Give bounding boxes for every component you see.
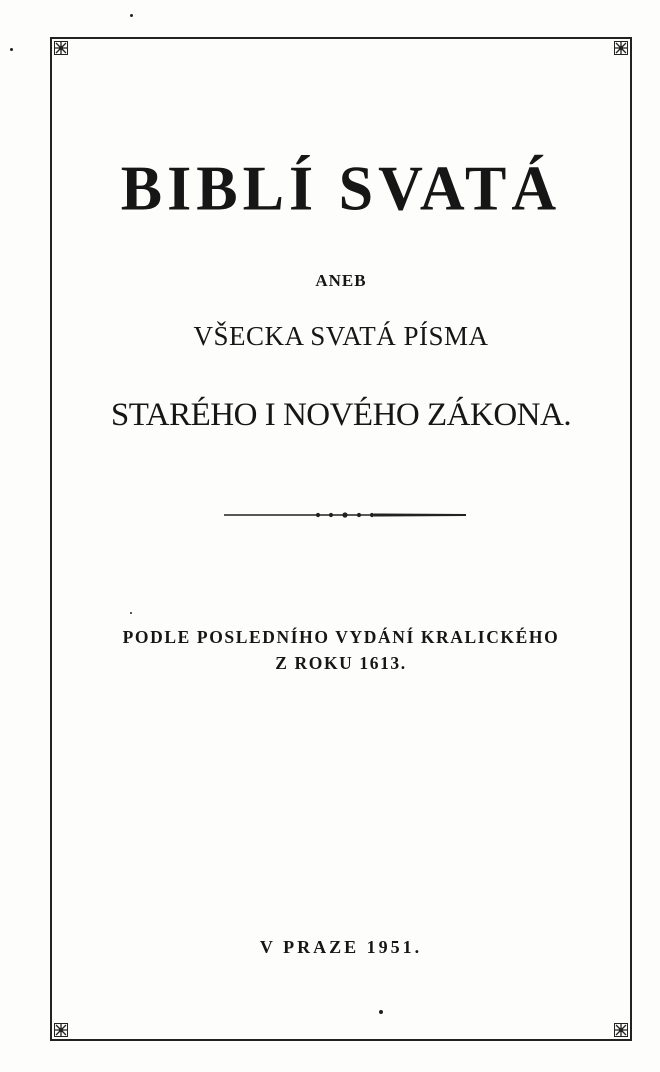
corner-ornament-icon bbox=[614, 41, 628, 55]
ink-speck bbox=[130, 14, 133, 17]
main-title: BIBLÍ SVATÁ bbox=[120, 154, 562, 224]
subtitle-line-2: STARÉHO I NOVÉHO ZÁKONA. bbox=[110, 397, 572, 433]
conjunction-text: ANEB bbox=[315, 271, 367, 290]
corner-ornament-icon bbox=[54, 1023, 68, 1037]
ink-speck bbox=[379, 1010, 383, 1014]
corner-ornament-icon bbox=[54, 41, 68, 55]
corner-ornament-icon bbox=[614, 1023, 628, 1037]
imprint-place-year: V PRAZE 1951. bbox=[259, 937, 423, 957]
ink-speck bbox=[130, 612, 132, 614]
subtitle-line-1: VŠECKA SVATÁ PÍSMA bbox=[193, 321, 489, 351]
edition-line-2: Z ROKU 1613. bbox=[275, 653, 407, 673]
edition-line-1: PODLE POSLEDNÍHO VYDÁNÍ KRALICKÉHO bbox=[122, 627, 560, 647]
ink-speck bbox=[10, 48, 13, 51]
page-border-frame bbox=[50, 37, 632, 1041]
ornamental-divider bbox=[224, 509, 466, 521]
